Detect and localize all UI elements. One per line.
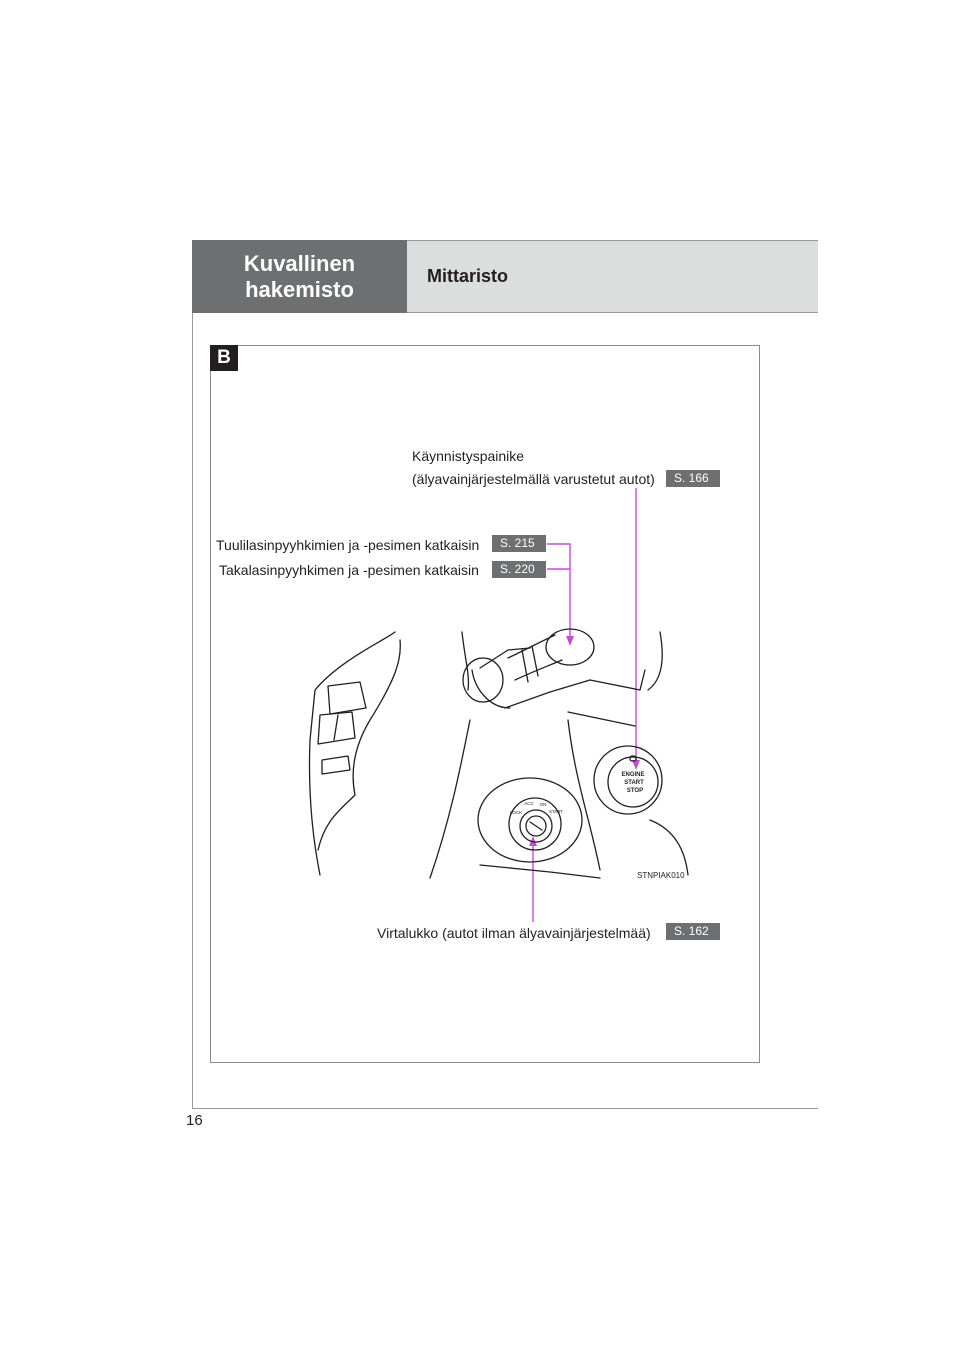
- section-tab-line1: Kuvallinen: [243, 250, 356, 276]
- start-button-ref[interactable]: S. 166: [666, 470, 720, 487]
- page-title: Mittaristo: [427, 266, 508, 286]
- rear-wiper-ref[interactable]: S. 220: [492, 561, 546, 578]
- ignition-ref[interactable]: S. 162: [666, 923, 720, 940]
- engine-button-text-1: ENGINE: [621, 772, 645, 778]
- dashboard-illustration: [300, 620, 700, 880]
- section-marker: B: [210, 345, 238, 371]
- illustration-code: STNPIAK010: [637, 871, 685, 880]
- lock-position-lock: LOCK: [509, 810, 523, 815]
- page-number: 16: [186, 1112, 203, 1129]
- lock-position-start: START: [548, 809, 564, 814]
- front-wiper-ref[interactable]: S. 215: [492, 535, 546, 552]
- engine-button-text-3: STOP: [626, 788, 644, 794]
- engine-button-text-2: START: [624, 780, 644, 786]
- rear-wiper-label: Takalasinpyyhkimen ja -pesimen katkaisin: [219, 562, 479, 578]
- lock-position-acc: ACC: [524, 801, 534, 806]
- start-button-label-1: Käynnistyspainike: [412, 448, 525, 464]
- ignition-label: Virtalukko (autot ilman älyavainjärjestelmää): [377, 925, 651, 941]
- front-wiper-label: Tuulilasinpyyhkimien ja -pesimen katkaisin: [216, 537, 480, 553]
- start-button-label-2: (älyavainjärjestelmällä varustetut autot): [412, 471, 655, 487]
- section-tab-line2: hakemisto: [245, 276, 354, 302]
- lock-position-on: ON: [539, 802, 547, 807]
